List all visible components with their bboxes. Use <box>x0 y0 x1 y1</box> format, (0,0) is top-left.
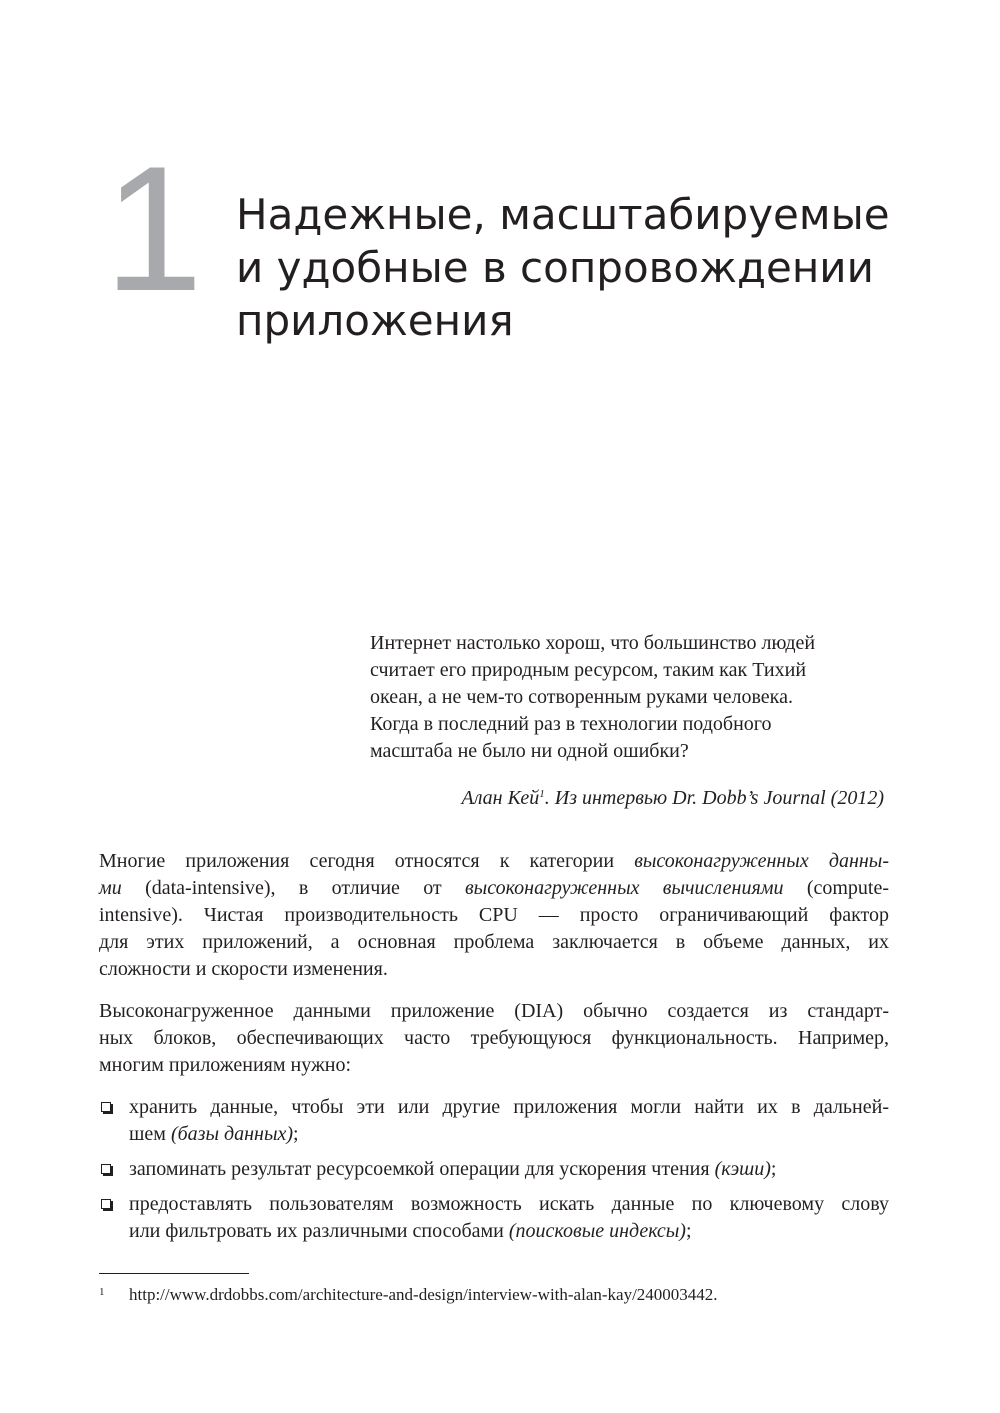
epigraph-source: . Из интервью Dr. Dobb’s Journal (2012) <box>544 787 884 809</box>
epigraph-line: считает его природным ресурсом, таким как Тихий <box>370 659 807 681</box>
list-item-line <box>129 1218 889 1245</box>
checkbox-bullet-icon <box>101 1164 111 1174</box>
text-run: Многие приложения сегодня относятся к категории <box>99 850 635 872</box>
paragraph-line: ных блоков, обеспечивающих часто требующуюся функциональность. Например, <box>99 1027 889 1049</box>
list-item <box>99 1094 889 1148</box>
list-item-line: предоставлять пользователям возможность искать данные по ключевому слову <box>129 1193 889 1215</box>
checkbox-bullet-icon <box>101 1199 111 1209</box>
emphasis: (поисковые индексы) <box>508 1220 686 1242</box>
epigraph-attribution <box>370 785 884 812</box>
emphasis: (кэши) <box>714 1158 771 1180</box>
text-run: ; <box>293 1123 299 1145</box>
text-run: (compute- <box>783 877 889 899</box>
footnote-link[interactable]: http://www.drdobbs.com/architecture-and-design/interview-with-alan-kay/240003442. <box>129 1285 718 1304</box>
text-run: или фильтровать их различными способами <box>129 1220 509 1242</box>
list-item-line: хранить данные, чтобы эти или другие приложения могли найти их в дальней- <box>129 1096 889 1118</box>
chapter-title-line: Надежные, масштабируемые <box>236 190 890 239</box>
emphasis: высоконагруженных вычислениями <box>464 877 784 899</box>
epigraph-line: Когда в последний раз в технологии подобного <box>370 713 772 735</box>
epigraph-line: Интернет настолько хорош, что большинство людей <box>370 632 816 654</box>
chapter-title-line: и удобные в сопровождении <box>236 243 874 292</box>
text-run: запоминать результат ресурсоемкой операции для ускорения чтения <box>129 1158 715 1180</box>
paragraph-line <box>99 848 889 875</box>
chapter-title-line: приложения <box>236 296 514 345</box>
footnote-mark: 1 <box>99 1286 105 1298</box>
list-item <box>99 1191 889 1245</box>
paragraph-dia <box>99 998 889 1079</box>
paragraph-line <box>99 875 889 902</box>
epigraph-line: океан, а не чем-то сотворенным руками человека. <box>370 686 793 708</box>
bullet-list <box>99 1094 889 1245</box>
footnote <box>99 1280 899 1307</box>
text-run: (data-intensive), в отличие от <box>121 877 465 899</box>
list-item-line <box>129 1121 889 1148</box>
checkbox-bullet-icon <box>101 1102 111 1112</box>
chapter-number: 1 <box>104 129 203 328</box>
chapter-title <box>236 188 936 347</box>
epigraph-author: Алан Кей <box>461 787 540 809</box>
paragraph-line: intensive). Чистая производительность CPU — просто ограничивающий фактор <box>99 904 889 926</box>
footnote-divider <box>99 1273 249 1274</box>
emphasis: высоконагруженных данны- <box>634 850 889 872</box>
text-run: ; <box>770 1158 777 1180</box>
body-text <box>99 848 889 1253</box>
paragraph-line: многим приложениям нужно: <box>99 1054 352 1076</box>
emphasis: (базы данных) <box>170 1123 294 1145</box>
text-run: шем <box>129 1123 171 1145</box>
footnote-reference[interactable]: 1 <box>539 788 545 800</box>
paragraph-data-intensive <box>99 848 889 983</box>
epigraph <box>370 630 890 812</box>
list-item <box>99 1156 889 1183</box>
text-run: ; <box>685 1220 692 1242</box>
paragraph-line: Высоконагруженное данными приложение (DIA) обычно создается из стандарт- <box>99 1000 889 1022</box>
epigraph-line: масштаба не было ни одной ошибки? <box>370 740 689 762</box>
paragraph-line: сложности и скорости изменения. <box>99 958 388 980</box>
paragraph-line: для этих приложений, а основная проблема заключается в объеме данных, их <box>99 931 889 953</box>
emphasis: ми <box>99 877 122 899</box>
list-item-line <box>129 1156 889 1183</box>
